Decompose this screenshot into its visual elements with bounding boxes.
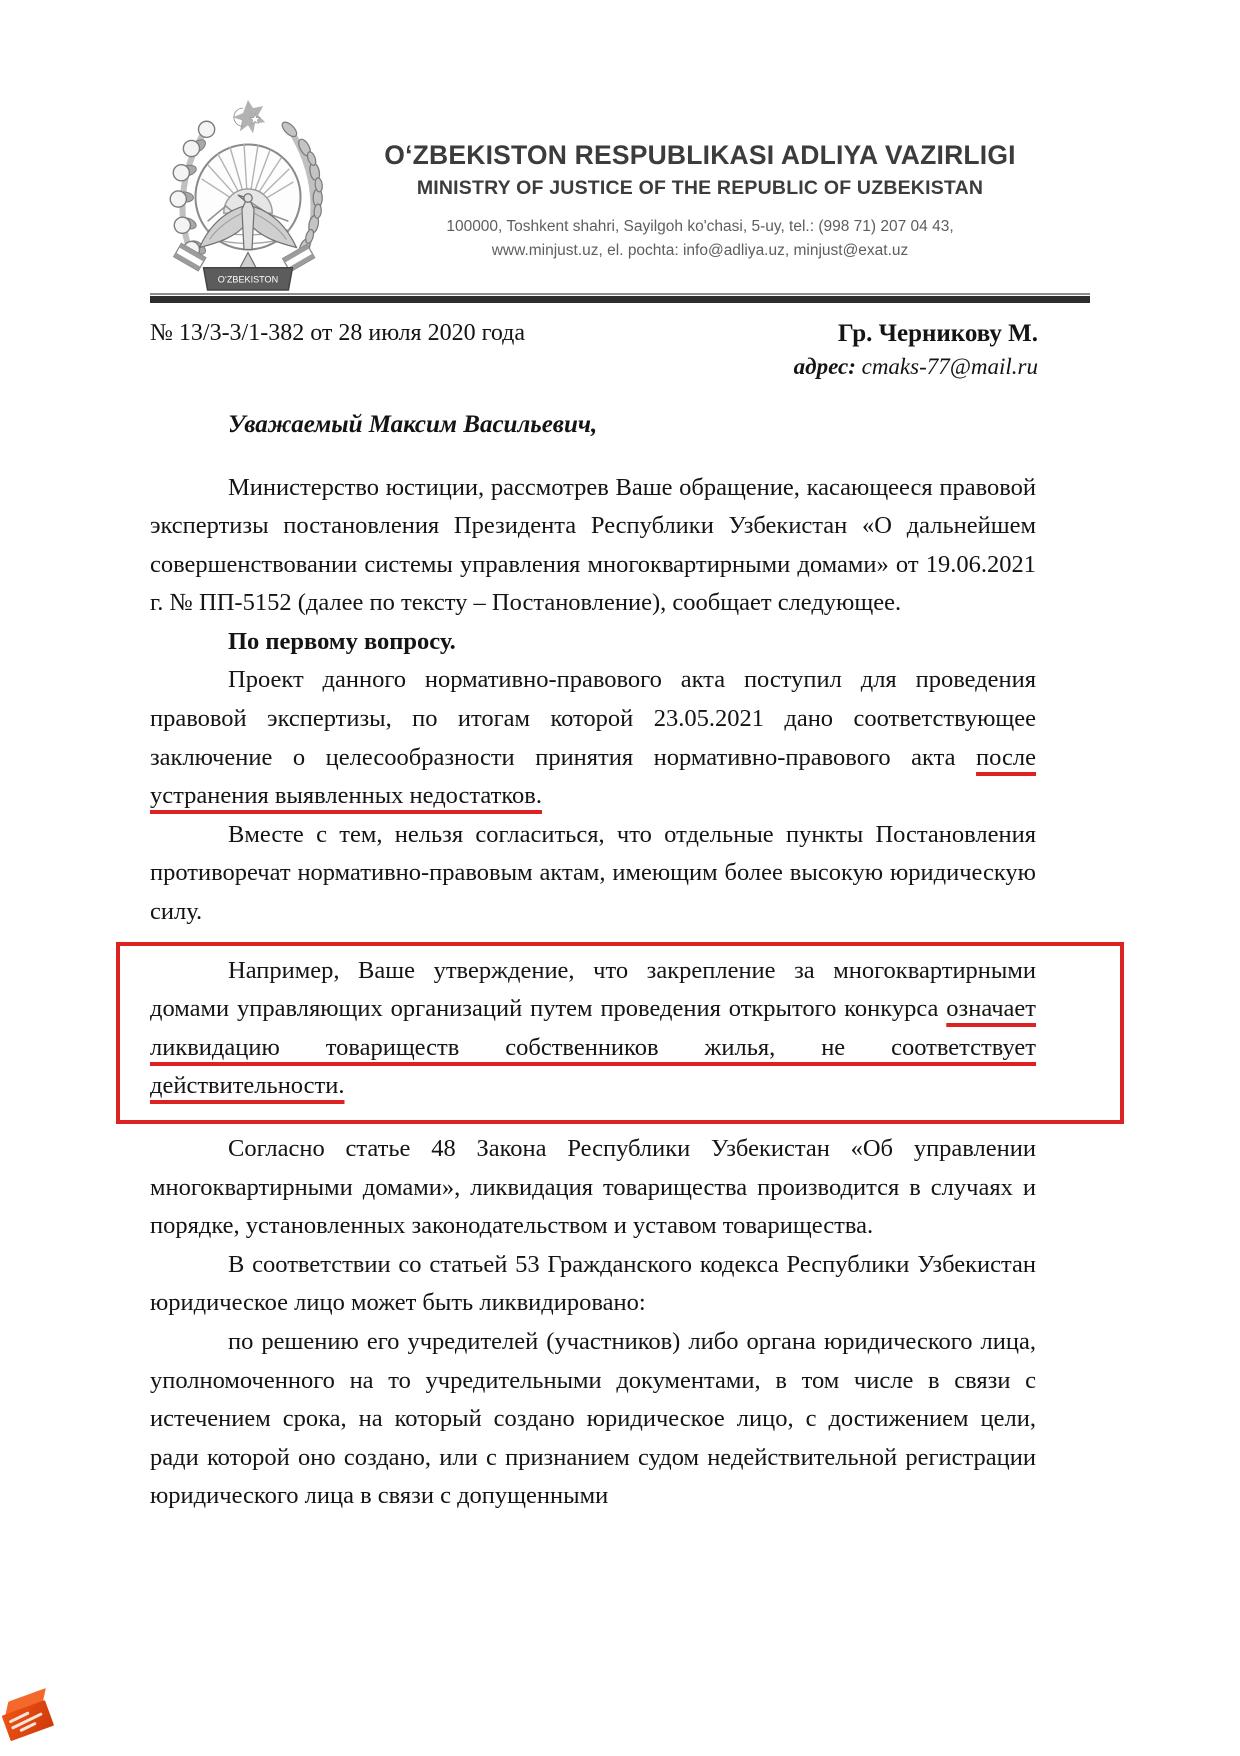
paragraph xyxy=(150,1246,1036,1323)
addressee-email: cmaks-77@mail.ru xyxy=(861,354,1038,379)
text-run: Согласно статье 48 Закона Республики Узбекистан «Об управлении многоквартирными домами», ликвидация товарищества производится в случаях и порядке, установленных законодательством и уставом товарищества. xyxy=(150,1135,1036,1240)
text-run: по решению его учредителей (участников) либо органа юридического лица, уполномоченного на то учредительными документами, в том числе в связи с истечением срока, на который создано юридическое лицо, с достижением цели, ради которой оно создано, или с признанием судом недействительной регистрации юридического лица в связи с допущенными xyxy=(150,1327,1036,1510)
addressee-block xyxy=(794,316,1038,383)
orange-box-watermark-icon xyxy=(0,1684,71,1756)
salutation: Уважаемый Максим Васильевич, xyxy=(228,411,598,438)
reference-number: № 13/3-3/1-382 от 28 июля 2020 года xyxy=(150,320,525,346)
org-address-line2: www.minjust.uz, el. pochta: info@adliya.uz, minjust@exat.uz xyxy=(491,242,909,260)
org-address xyxy=(345,215,1055,263)
paragraph xyxy=(150,661,1036,815)
text-run: Министерство юстиции, рассмотрев Ваше обращение, касающееся правовой экспертизы постановления Президента Республики Узбекистан «О дальнейшем совершенствовании системы управления многоквартирными домами» от 19.06.2021 г. № ПП-5152 (далее по тексту – Постановление), сообщает следующее. xyxy=(150,473,1036,617)
text-run: Проект данного нормативно-правового акта поступил для проведения правовой экспертизы, по итогам которой 23.05.2021 дано соответствующее заключение о целесообразности принятия нормативно-правового акта xyxy=(150,666,1036,771)
text-run: В соответствии со статьей 53 Гражданского кодекса Республики Узбекистан юридическое лицо может быть ликвидировано: xyxy=(150,1250,1036,1317)
header-divider xyxy=(150,292,1090,303)
text-run: Например, Ваше утверждение, что закрепление за многоквартирными домами управляющих организаций путем проведения открытого конкурса xyxy=(150,956,1036,1023)
red-annotation-box xyxy=(116,942,1124,1124)
paragraph xyxy=(150,816,1036,932)
paragraph xyxy=(150,1323,1036,1516)
paragraphs-container xyxy=(150,469,1036,1516)
paragraph xyxy=(150,469,1036,623)
addressee-name: Гр. Черникову М. xyxy=(837,320,1038,347)
text-run: По первому вопросу. xyxy=(228,627,456,655)
text-run: Вместе с тем, нельзя согласиться, что отдельные пункты Постановления противоречат нормативно-правовым актам, имеющим более высокую юридическую силу. xyxy=(150,820,1036,926)
emblem-ribbon-text: O‘ZBEKISTON xyxy=(217,274,279,285)
paragraph xyxy=(150,952,1036,1106)
letterhead xyxy=(345,140,1055,264)
paragraph xyxy=(150,623,1036,662)
letter-body xyxy=(150,406,1036,1516)
red-underlined-text: означает ликвидацию товариществ собственников жилья, не соответствует действительности. xyxy=(150,995,1036,1100)
red-underlined-text: после устранения выявленных недостатков. xyxy=(150,743,1036,810)
paragraph xyxy=(150,1130,1036,1246)
uzbekistan-state-emblem-icon xyxy=(160,96,336,296)
addressee-email-line xyxy=(794,351,1038,383)
org-address-line1: 100000, Toshkent shahri, Sayilgoh ko'chasi, 5-uy, tel.: (998 71) 207 04 43, xyxy=(446,218,954,236)
meta-row xyxy=(150,316,1038,383)
addressee-address-label: адрес: xyxy=(793,354,856,379)
org-title: O‘ZBEKISTON RESPUBLIKASI ADLIYA VAZIRLIGI xyxy=(384,140,1016,170)
org-subtitle: MINISTRY OF JUSTICE OF THE REPUBLIC OF UZBEKISTAN xyxy=(416,177,984,200)
